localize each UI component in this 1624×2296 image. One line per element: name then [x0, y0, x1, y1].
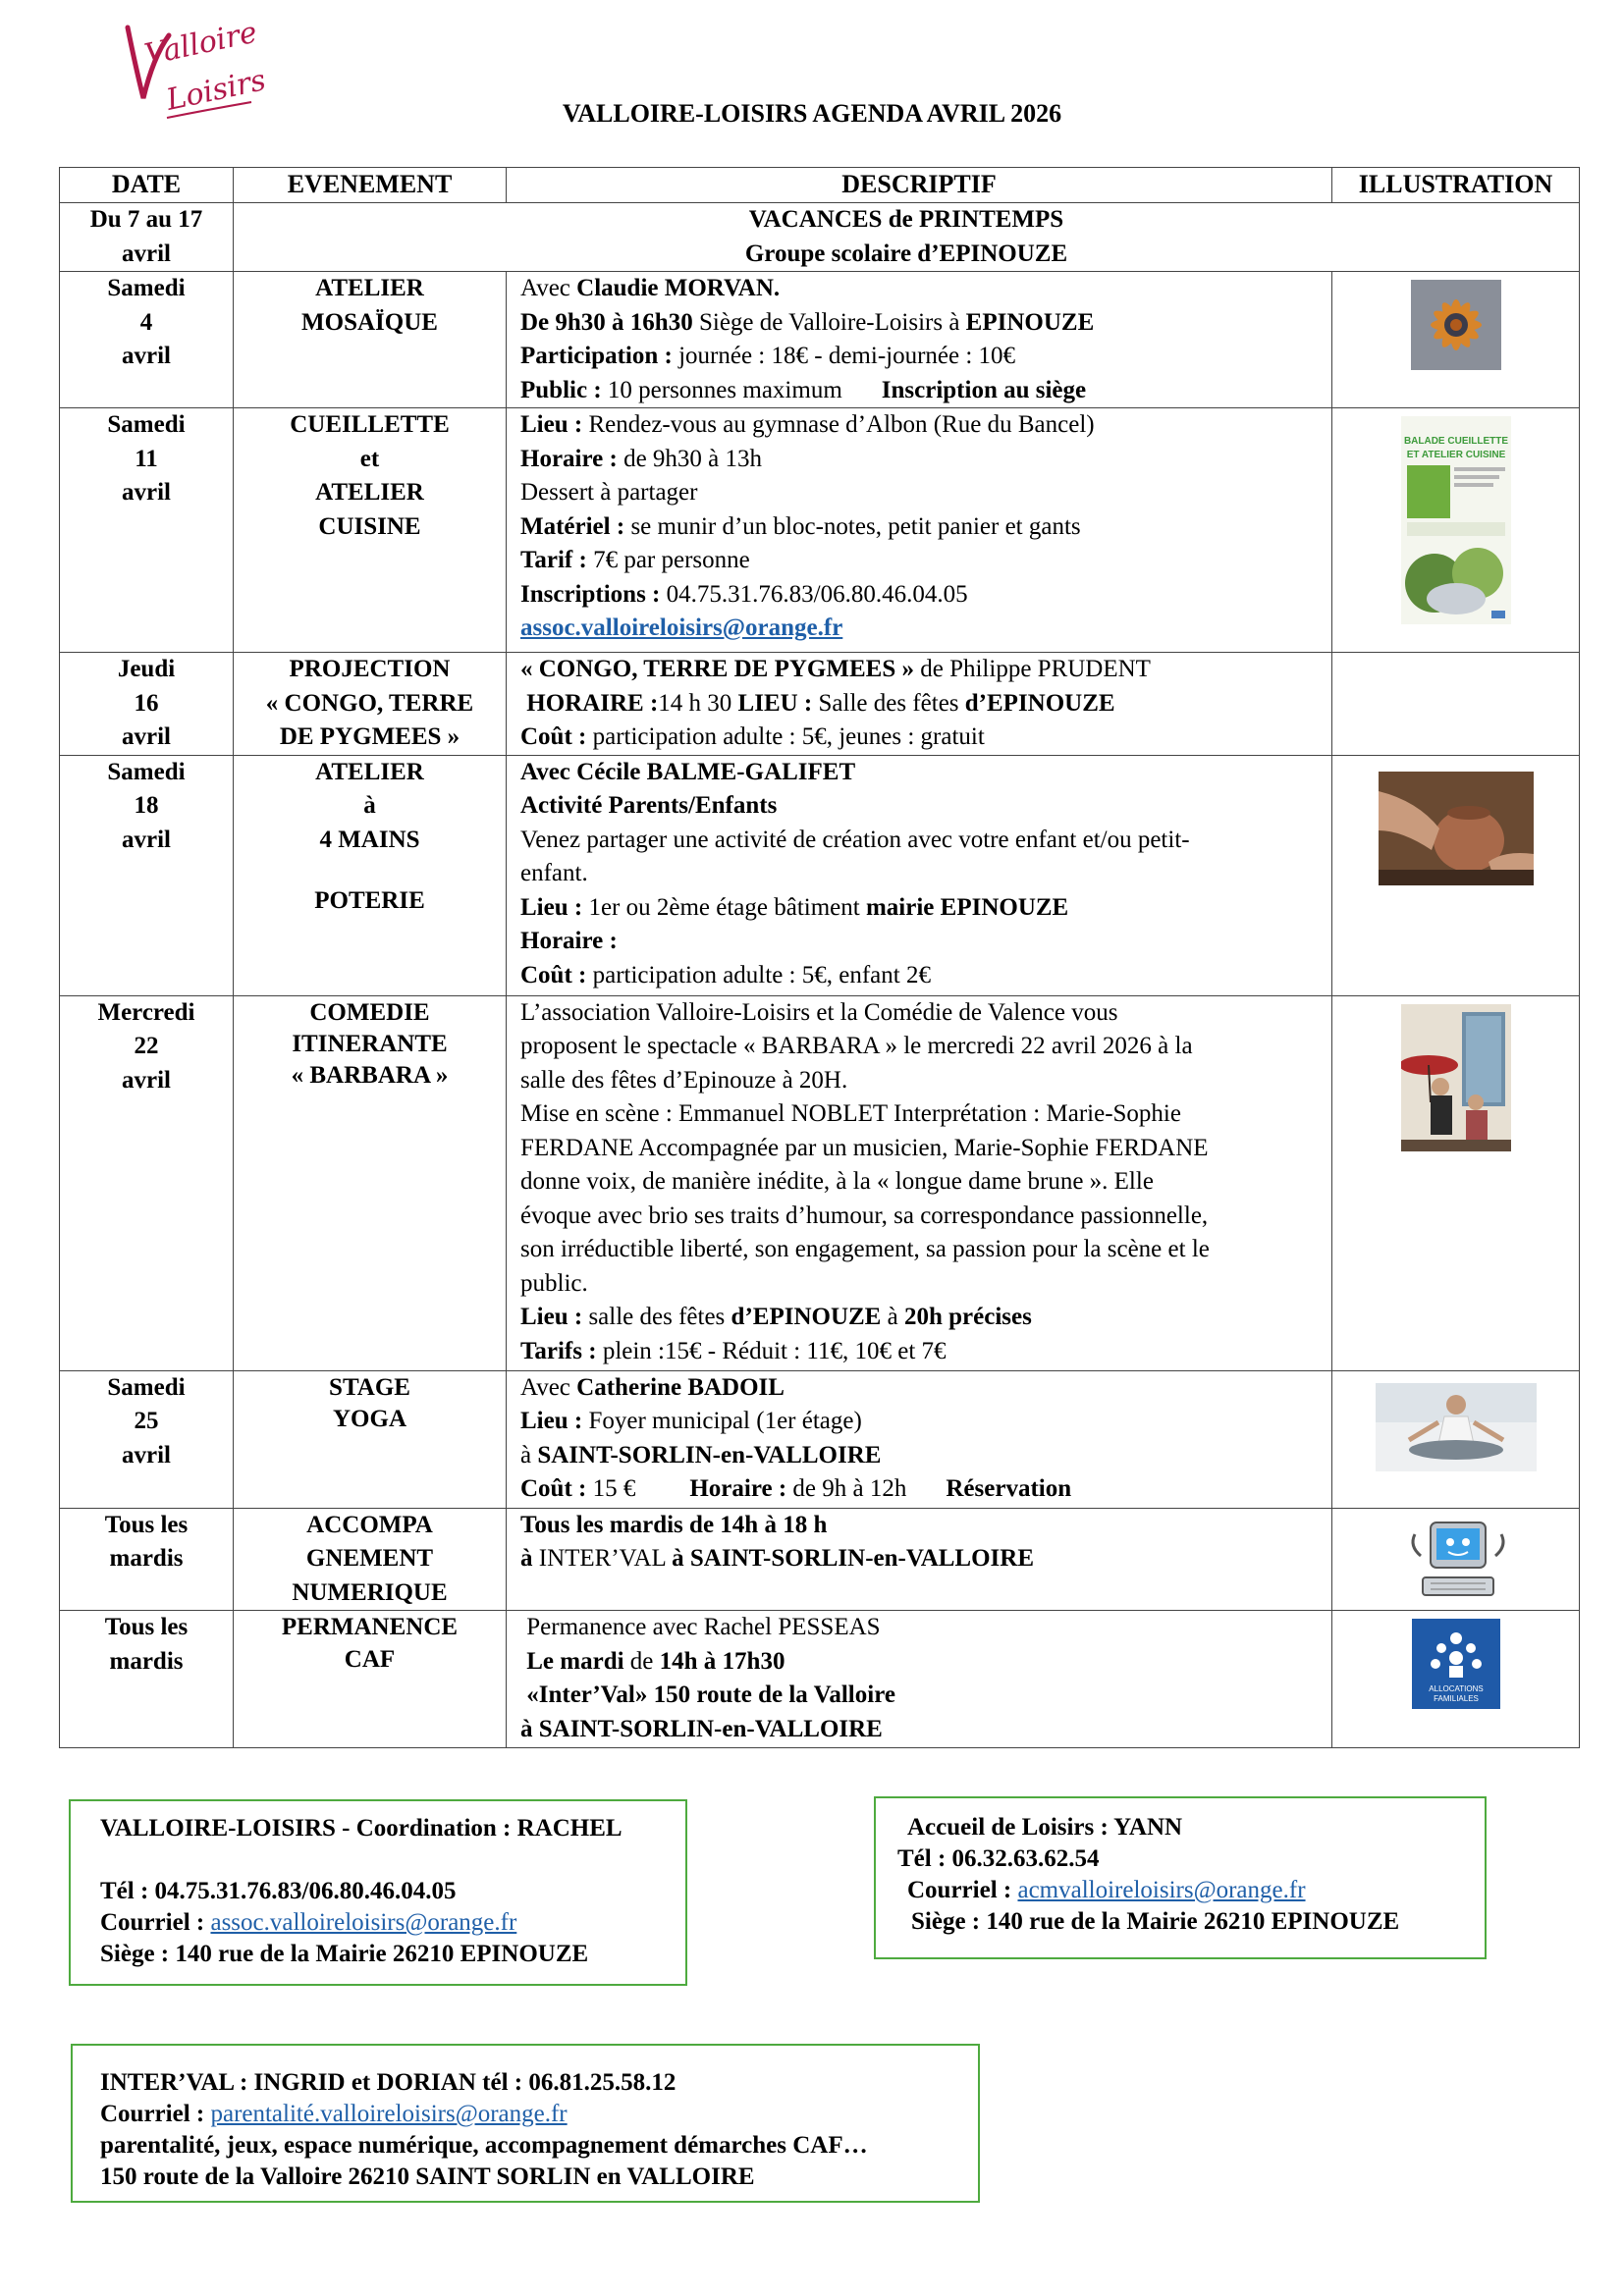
event-cell: ATELIER MOSAÏQUE — [234, 272, 507, 408]
vacances-title: VACANCES de PRINTEMPS — [748, 206, 1064, 233]
date-cell: Du 7 au 17 avril — [60, 203, 234, 272]
email-link[interactable]: parentalité.valloireloisirs@orange.fr — [210, 2101, 568, 2127]
event-cell: PROJECTION « CONGO, TERRE DE PYGMEES » — [234, 653, 507, 756]
contact-siege: Siège : 140 rue de la Mairie 26210 EPINOUZE — [100, 1941, 589, 1967]
date-cell: Samedi 18 avril — [60, 755, 234, 995]
contact-address: 150 route de la Valloire 26210 SAINT SORLIN en VALLOIRE — [100, 2163, 755, 2190]
contact-box-accueil-loisirs: Accueil de Loisirs : YANN Tél : 06.32.63.62.54 Courriel : acmvalloireloisirs@orange.fr Siège : 140 rue de la Mairie 26210 EPINOUZE — [874, 1796, 1487, 1959]
logo-line2: Loisirs — [163, 63, 265, 118]
column-header-date: DATE — [60, 168, 234, 203]
date-cell: Samedi 25 avril — [60, 1370, 234, 1508]
date-cell: Mercredi 22 avril — [60, 995, 234, 1370]
table-row — [60, 995, 1580, 1370]
theatre-performers-image — [1401, 1004, 1511, 1151]
event-cell: PERMANENCE CAF — [234, 1611, 507, 1748]
date-cell: Samedi 11 avril — [60, 408, 234, 653]
illustration-cell — [1332, 653, 1580, 756]
caf-allocations-logo — [1412, 1619, 1500, 1709]
table-row — [60, 203, 1580, 272]
contact-box-valloire-loisirs: VALLOIRE-LOISIRS - Coordination : RACHEL Tél : 04.75.31.76.83/06.80.46.04.05 Courriel : assoc.valloireloisirs@orange.fr Siège : 140 rue de la Mairie 26210 EPINOUZE — [69, 1799, 687, 1986]
caf-logo-text-2: FAMILIALES — [1433, 1694, 1479, 1703]
mosaic-flower-image — [1411, 280, 1501, 370]
description-cell: « CONGO, TERRE DE PYGMEES » de Philippe PRUDENT HORAIRE :14 h 30 LIEU : Salle des fêtes d’EPINOUZE Coût : participation adulte : 5€, jeunes : gratuit — [507, 653, 1332, 756]
illustration-cell — [1332, 1508, 1580, 1611]
illustration-cell — [1332, 755, 1580, 995]
table-row — [60, 272, 1580, 408]
balade-cuisine-poster — [1401, 416, 1511, 624]
description-cell: Permanence avec Rachel PESSEAS Le mardi de 14h à 17h30 «Inter’Val» 150 route de la Valloire à SAINT-SORLIN-en-VALLOIRE — [507, 1611, 1332, 1748]
description-cell: Avec Catherine BADOIL Lieu : Foyer municipal (1er étage) à SAINT-SORLIN-en-VALLOIRE Coût : 15 € Horaire : de 9h à 12h Réservation — [507, 1370, 1332, 1508]
pottery-hands-image — [1379, 772, 1534, 885]
logo-line1: Valloire — [141, 15, 260, 73]
illustration-cell — [1332, 272, 1580, 408]
illustration-cell — [1332, 995, 1580, 1370]
description-cell: Lieu : Rendez-vous au gymnase d’Albon (Rue du Bancel) Horaire : de 9h30 à 13h Dessert à partager Matériel : se munir d’un bloc-notes, petit panier et gants Tarif : 7€ par personne Inscriptions : 04.75.31.76.83/06.80.46.04.05 assoc.valloireloisirs@orange.fr — [507, 408, 1332, 653]
table-row — [60, 408, 1580, 653]
event-cell: STAGE YOGA — [234, 1370, 507, 1508]
column-header-descriptif: DESCRIPTIF — [507, 168, 1332, 203]
email-link[interactable]: acmvalloireloisirs@orange.fr — [1017, 1877, 1306, 1903]
table-row — [60, 1370, 1580, 1508]
column-header-illustration: ILLUSTRATION — [1332, 168, 1580, 203]
event-cell: CUEILLETTE et ATELIER CUISINE — [234, 408, 507, 653]
document-title: VALLOIRE-LOISIRS AGENDA AVRIL 2026 — [562, 99, 1062, 128]
contact-accueil: Accueil de Loisirs : YANN — [907, 1814, 1183, 1841]
vacances-cell — [234, 203, 1580, 272]
yoga-meditation-image — [1376, 1383, 1537, 1471]
caf-logo-text-1: ALLOCATIONS — [1428, 1684, 1484, 1693]
date-cell: Jeudi 16 avril — [60, 653, 234, 756]
email-link[interactable]: assoc.valloireloisirs@orange.fr — [210, 1909, 517, 1936]
contact-tel: Tél : 04.75.31.76.83/06.80.46.04.05 — [100, 1878, 457, 1904]
contact-coordination: VALLOIRE-LOISIRS - Coordination : RACHEL — [100, 1815, 623, 1842]
poster-title-1: BALADE CUEILLETTE — [1403, 436, 1508, 447]
agenda-table — [59, 167, 1580, 1748]
vacances-subtitle: Groupe scolaire d’EPINOUZE — [744, 240, 1068, 267]
date-cell: Tous les mardis — [60, 1508, 234, 1611]
illustration-cell — [1332, 1370, 1580, 1508]
illustration-cell — [1332, 408, 1580, 653]
description-cell: Tous les mardis de 14h à 18 h à INTER’VAL à SAINT-SORLIN-en-VALLOIRE — [507, 1508, 1332, 1611]
date-cell: Samedi 4 avril — [60, 272, 234, 408]
event-cell: ATELIER à 4 MAINS POTERIE — [234, 755, 507, 995]
poster-title-2: ET ATELIER CUISINE — [1406, 450, 1505, 460]
description-cell: Avec Claudie MORVAN. De 9h30 à 16h30 Siège de Valloire-Loisirs à EPINOUZE Participation : journée : 18€ - demi-journée : 10€ Public : 10 personnes maximum Inscription au siège — [507, 272, 1332, 408]
contact-interval: INTER’VAL : INGRID et DORIAN tél : 06.81.25.58.12 — [100, 2069, 677, 2096]
column-header-evenement: EVENEMENT — [234, 168, 507, 203]
table-row — [60, 1611, 1580, 1748]
email-link[interactable]: assoc.valloireloisirs@orange.fr — [520, 614, 843, 641]
event-cell: ACCOMPA GNEMENT NUMERIQUE — [234, 1508, 507, 1611]
description-cell: L’association Valloire-Loisirs et la Comédie de Valence vous proposent le spectacle « BARBARA » le mercredi 22 avril 2026 à la salle des fêtes d’Epinouze à 20H. Mise en scène : Emmanuel NOBLET Interprétation : Marie-Sophie FERDANE Accompagnée par un musicien, Marie-Sophie FERDANE donne voix, de manière inédite, à la « longue dame brune ». Elle évoque avec brio ses traits d’humour, sa correspondance passionnelle, son irréductible liberté, son engagement, sa passion pour la scène et le public. Lieu : salle des fêtes d’EPINOUZE à 20h précises Tarifs : plein :15€ - Réduit : 11€, 10€ et 7€ — [507, 995, 1332, 1370]
event-cell: COMEDIE ITINERANTE « BARBARA » — [234, 995, 507, 1370]
date-cell: Tous les mardis — [60, 1611, 234, 1748]
contact-box-interval: INTER’VAL : INGRID et DORIAN tél : 06.81.25.58.12 Courriel : parentalité.valloireloisirs@orange.fr parentalité, jeux, espace numérique, accompagnement démarches CAF… 150 route de la Valloire 26210 SAINT SORLIN en VALLOIRE — [71, 2044, 980, 2203]
computer-mascot-image — [1401, 1517, 1511, 1605]
table-row — [60, 1508, 1580, 1611]
contact-tel: Tél : 06.32.63.62.54 — [897, 1845, 1100, 1872]
table-row — [60, 755, 1580, 995]
illustration-cell — [1332, 1611, 1580, 1748]
description-cell: Avec Cécile BALME-GALIFET Activité Parents/Enfants Venez partager une activité de création avec votre enfant et/ou petit- enfant. Lieu : 1er ou 2ème étage bâtiment mairie EPINOUZE Horaire : Coût : participation adulte : 5€, enfant 2€ — [507, 755, 1332, 995]
contact-siege: Siège : 140 rue de la Mairie 26210 EPINOUZE — [911, 1908, 1400, 1935]
table-row — [60, 653, 1580, 756]
contact-services: parentalité, jeux, espace numérique, accompagnement démarches CAF… — [100, 2132, 868, 2159]
table-header-row — [60, 168, 1580, 203]
